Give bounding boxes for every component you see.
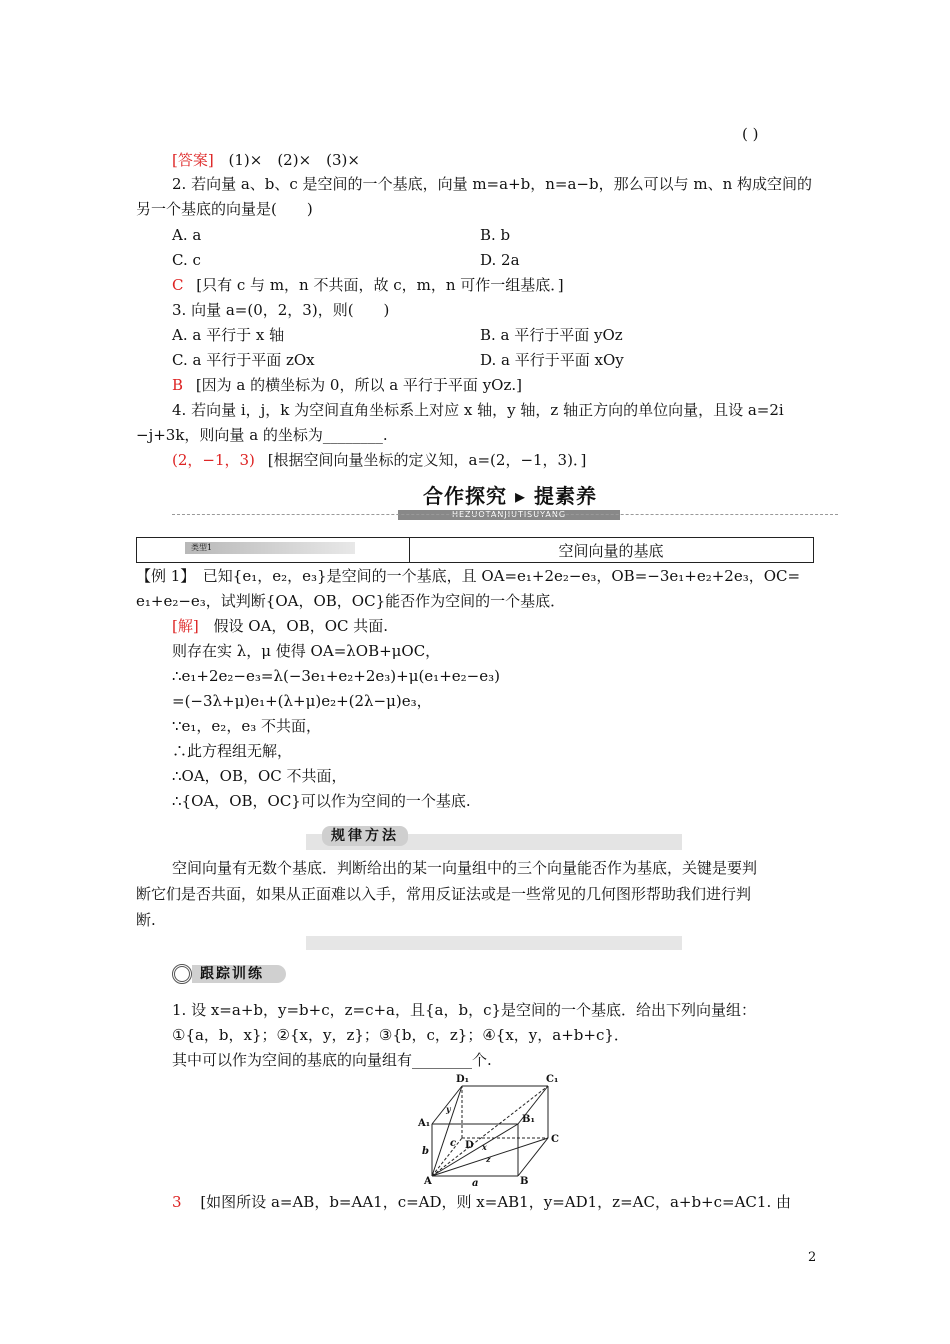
example-line2: e₁+e₂−e₃，试判断{OA，OB，OC}能否作为空间的一个基底． bbox=[136, 592, 566, 610]
label-x: x bbox=[482, 1142, 487, 1152]
parallelepiped-figure bbox=[410, 1072, 570, 1188]
type-box bbox=[136, 537, 814, 563]
q4-line1: 4. 若向量 i，j，k 为空间直角坐标系上对应 x 轴，y 轴，z 轴正方向的单位向量，且设 a=2i bbox=[172, 401, 784, 419]
answer-label: [答案] bbox=[172, 151, 214, 169]
label-D1: D₁ bbox=[456, 1074, 470, 1085]
label-C: C bbox=[551, 1134, 559, 1145]
follow-answer bbox=[172, 1192, 791, 1212]
target-icon bbox=[172, 964, 192, 984]
q4-answer bbox=[172, 450, 586, 470]
label-D: D bbox=[465, 1140, 474, 1151]
vector-x bbox=[432, 1124, 518, 1176]
follow-line1: 1. 设 x=a+b，y=b+c，z=c+a，且{a，b，c}是空间的一个基底．给出下列向量组： bbox=[172, 1001, 757, 1019]
q4-answer-text: [根据空间向量坐标的定义知，a=(2，−1，3)．] bbox=[267, 451, 587, 469]
solution-step-6: ∴OA，OB，OC 不共面， bbox=[172, 767, 347, 785]
label-b: b bbox=[422, 1146, 429, 1157]
q3-answer-letter: B bbox=[172, 376, 184, 394]
label-B1: B₁ bbox=[522, 1114, 535, 1125]
page-number: 2 bbox=[808, 1250, 817, 1265]
q2-option-d: D. 2a bbox=[480, 251, 520, 269]
q3-option-b: B. a 平行于平面 yOz bbox=[480, 326, 623, 344]
follow-line2: ①{a，b，x}；②{x，y，z}；③{b，c，z}；④{x，y，a+b+c}． bbox=[172, 1026, 629, 1044]
solution-step-4: ∵e₁，e₂，e₃ 不共面， bbox=[172, 717, 321, 735]
q3-option-d: D. a 平行于平面 xOy bbox=[480, 351, 624, 369]
solution-step-1: 则存在实 λ，μ 使得 OA=λOB+μOC， bbox=[172, 642, 441, 660]
type-title: 空间向量的基底 bbox=[558, 542, 664, 560]
paren-blank: ( ) bbox=[742, 125, 759, 143]
q2-answer-text: [只有 c 与 m，n 不共面，故 c，m，n 可作一组基底．] bbox=[196, 276, 564, 294]
method-end-bar bbox=[306, 936, 682, 950]
q2-option-c: C. c bbox=[172, 251, 201, 269]
q2-answer-letter: C bbox=[172, 276, 184, 294]
banner-title: 合作探究 ▸ 提素养 bbox=[423, 484, 597, 508]
edge-BC bbox=[518, 1138, 548, 1176]
label-c: c bbox=[450, 1138, 457, 1149]
q3-option-c: C. a 平行于平面 zOx bbox=[172, 351, 315, 369]
method-label: 规律方法 bbox=[322, 826, 408, 846]
answer-line bbox=[172, 150, 360, 170]
type-tag: 类型1 bbox=[185, 542, 355, 554]
example-line1: 【例 1】 已知{e₁，e₂，e₃}是空间的一个基底，且 OA=e₁+2e₂−e₃，OB=−3e₁+e₂+2e₃，OC= bbox=[136, 567, 801, 585]
method-line1: 空间向量有无数个基底．判断给出的某一向量组中的三个向量能否作为基底，关键是要判 bbox=[172, 859, 758, 877]
q3-answer-text: [因为 a 的横坐标为 0，所以 a 平行于平面 yOz.] bbox=[195, 376, 522, 394]
q2-line2: 另一个基底的向量是( ) bbox=[136, 200, 313, 218]
solution-step-5: ∴此方程组无解， bbox=[172, 742, 293, 760]
solution-step-2: ∴e₁+2e₂−e₃=λ(−3e₁+e₂+2e₃)+μ(e₁+e₂−e₃) bbox=[172, 667, 500, 685]
solution-start bbox=[172, 616, 388, 636]
banner-divider bbox=[172, 514, 838, 515]
type-box-left bbox=[137, 538, 410, 562]
method-line3: 断. bbox=[136, 911, 156, 929]
q2-answer bbox=[172, 275, 564, 295]
q2-line1: 2. 若向量 a、b、c 是空间的一个基底，向量 m=a+b，n=a−b，那么可以与 m、n 构成空间的 bbox=[172, 175, 813, 193]
answer-text: (1)× (2)× (3)× bbox=[228, 151, 360, 169]
label-B: B bbox=[520, 1176, 529, 1187]
follow-answer-text: [如图所设 a=AB，b=AA1，c=AD，则 x=AB1，y=AD1，z=AC，a+b+c=AC1. 由 bbox=[200, 1193, 791, 1211]
method-line2: 断它们是否共面，如果从正面难以入手，常用反证法或是一些常见的几何图形帮助我们进行判 bbox=[136, 885, 752, 903]
q2-option-b: B. b bbox=[480, 226, 511, 244]
follow-line3: 其中可以作为空间的基底的向量组有________个. bbox=[172, 1051, 492, 1069]
label-A1: A₁ bbox=[418, 1118, 431, 1129]
label-C1: C₁ bbox=[546, 1074, 559, 1085]
q3-answer bbox=[172, 375, 522, 395]
label-y: y bbox=[446, 1104, 451, 1114]
solution-text: 假设 OA，OB，OC 共面. bbox=[213, 617, 389, 635]
solution-label: [解] bbox=[172, 617, 199, 635]
q3-line1: 3. 向量 a=(0，2，3)，则( ) bbox=[172, 301, 390, 319]
section-banner bbox=[410, 480, 610, 519]
label-A: A bbox=[424, 1176, 432, 1187]
vector-y bbox=[432, 1086, 462, 1176]
banner-subtitle: HEZUOTANJIUTISUYANG bbox=[398, 510, 620, 520]
q4-answer-coord: (2，−1，3) bbox=[172, 451, 255, 469]
label-a: a bbox=[472, 1178, 479, 1188]
label-z: z bbox=[486, 1154, 491, 1164]
q2-option-a: A. a bbox=[172, 226, 202, 244]
solution-step-3: =(−3λ+μ)e₁+(λ+μ)e₂+(2λ−μ)e₃， bbox=[172, 692, 432, 710]
follow-answer-number: 3 bbox=[172, 1193, 182, 1211]
follow-header bbox=[172, 964, 290, 986]
follow-label: 跟踪训练 bbox=[192, 965, 286, 983]
q3-option-a: A. a 平行于 x 轴 bbox=[172, 326, 285, 344]
q4-line2: −j+3k，则向量 a 的坐标为________. bbox=[136, 426, 388, 444]
solution-step-7: ∴{OA，OB，OC}可以作为空间的一个基底. bbox=[172, 792, 471, 810]
edge-AD bbox=[432, 1138, 462, 1176]
